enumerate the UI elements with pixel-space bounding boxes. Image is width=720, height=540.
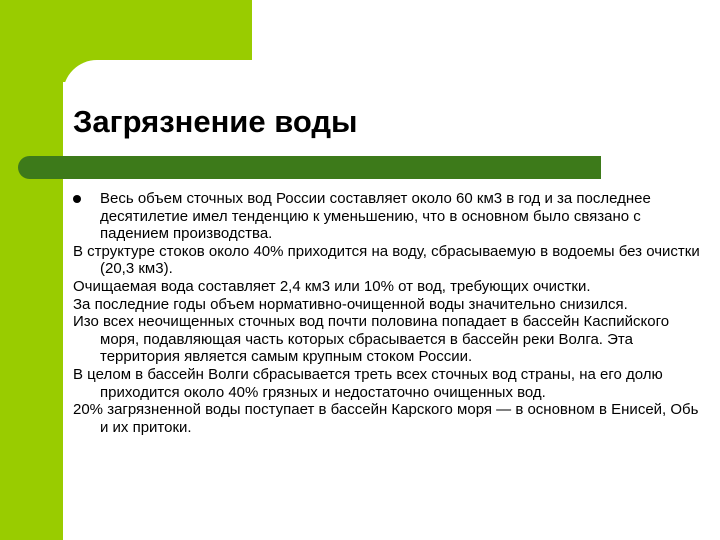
body-paragraph: 20% загрязненной воды поступает в бассейн Карского моря — в основном в Енисей, Обь и их притоки. <box>73 401 699 436</box>
body-paragraph: В целом в бассейн Волги сбрасывается треть всех сточных вод страны, на его долю приходится около 40% грязных и недостаточно очищенных вод. <box>73 365 663 401</box>
slide-title: Загрязнение воды <box>73 104 358 139</box>
body-paragraph: Изо всех неочищенных сточных вод почти половина попадает в бассейн Каспийского моря, подавляющая часть которых сбрасывается в бассейн реки Волга. Эта территория является самым крупным стоком России. <box>73 313 670 366</box>
decorative-green-strip <box>0 0 63 540</box>
title-underline-bar <box>18 156 601 179</box>
body-paragraph: Очищаемая вода составляет 2,4 км3 или 10% от вод, требующих очистки. <box>73 277 591 295</box>
body-paragraph: В структуре стоков около 40% приходится на воду, сбрасываемую в водоемы без очистки (20,3 км3). <box>73 242 700 278</box>
slide-body <box>73 190 707 436</box>
paragraph-text: Весь объем сточных вод России составляет около 60 км3 в год и за последнее десятилетие имел тенденцию к уменьшению, что в основном было связано с падением производства. <box>100 190 651 243</box>
body-paragraph <box>73 190 707 243</box>
bullet-icon <box>73 195 81 203</box>
body-paragraph: За последние годы объем нормативно-очищенной воды значительно снизился. <box>73 295 628 313</box>
